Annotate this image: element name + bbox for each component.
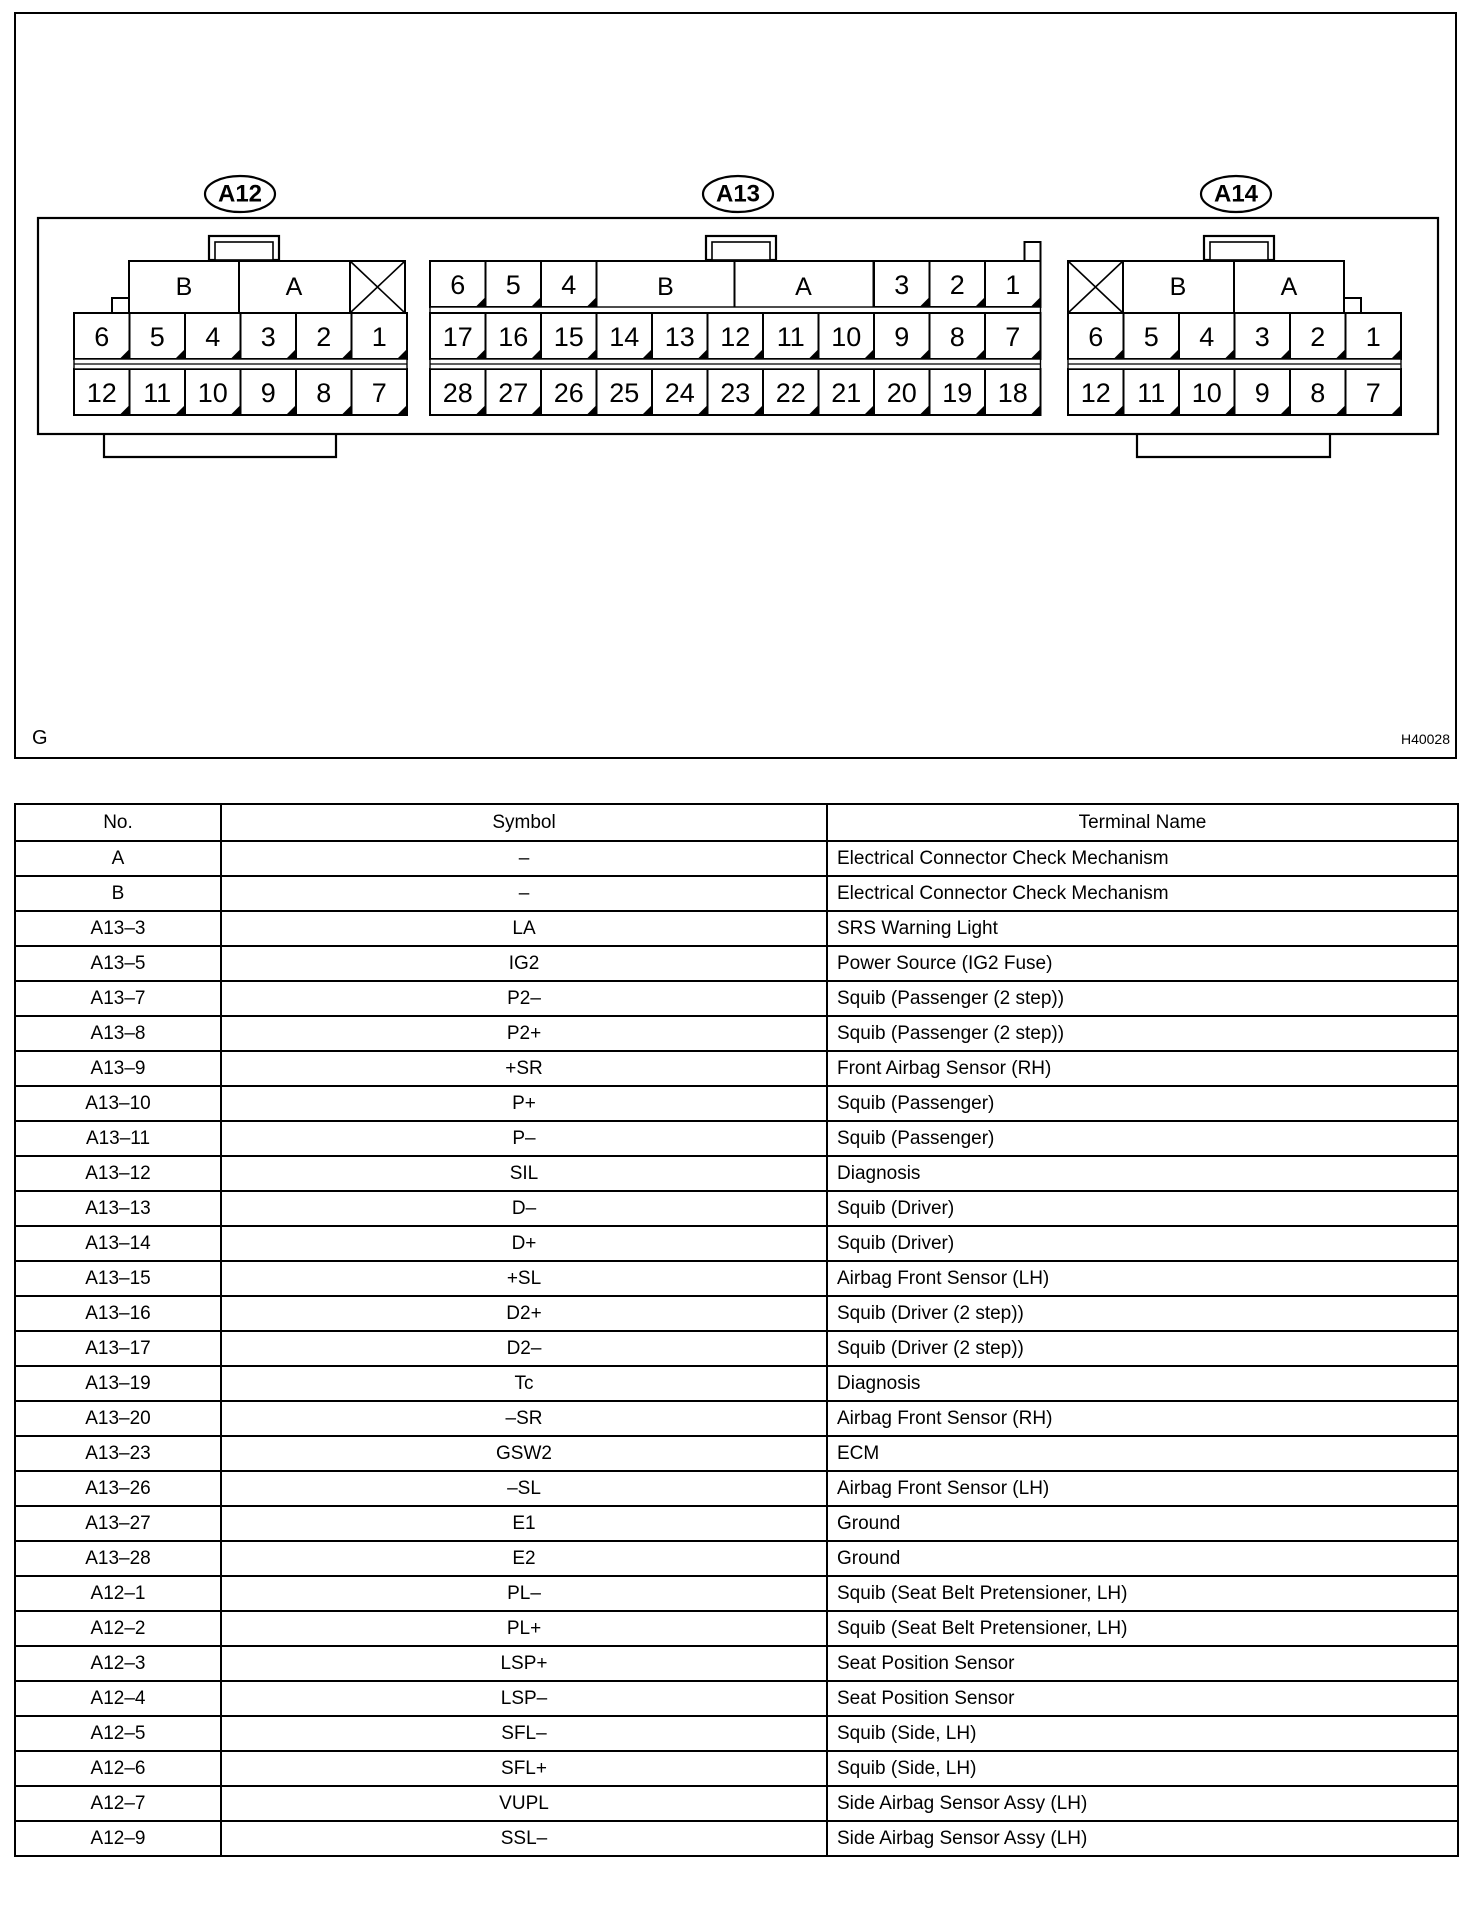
terminal-number: 12 xyxy=(1080,378,1111,408)
cell-symbol: VUPL xyxy=(221,1786,827,1821)
terminal-number: 13 xyxy=(664,322,695,352)
table-row xyxy=(15,1716,1458,1751)
terminal-number: 3 xyxy=(1254,322,1270,352)
connector-label xyxy=(205,176,275,212)
table-row xyxy=(15,1261,1458,1296)
check-mechanism-label: B xyxy=(175,273,193,301)
cell-symbol: +SR xyxy=(221,1051,827,1086)
cell-symbol: LSP– xyxy=(221,1681,827,1716)
terminal-number: 10 xyxy=(831,322,862,352)
cell-symbol: P2+ xyxy=(221,1016,827,1051)
cell-no: A13–5 xyxy=(15,946,221,981)
terminal-number: 5 xyxy=(149,322,165,352)
cell-symbol: D2– xyxy=(221,1331,827,1366)
cell-symbol: D– xyxy=(221,1191,827,1226)
table-row xyxy=(15,1156,1458,1191)
cell-terminal-name: Side Airbag Sensor Assy (LH) xyxy=(827,1821,1458,1856)
cell-symbol: E2 xyxy=(221,1541,827,1576)
terminal-number: 27 xyxy=(498,378,529,408)
connector-label xyxy=(703,176,773,212)
cell-no: A13–3 xyxy=(15,911,221,946)
connector-label-text: A14 xyxy=(1213,180,1259,208)
cell-symbol: SIL xyxy=(221,1156,827,1191)
figure-corner-letter: G xyxy=(32,727,48,749)
cell-no: A12–4 xyxy=(15,1681,221,1716)
cell-symbol: SFL– xyxy=(221,1716,827,1751)
table-row xyxy=(15,1331,1458,1366)
cell-no: A13–9 xyxy=(15,1051,221,1086)
figure-code: H40028 xyxy=(1400,731,1450,747)
table-row xyxy=(15,1191,1458,1226)
cell-terminal-name: Squib (Driver (2 step)) xyxy=(827,1331,1458,1366)
terminal-number: 6 xyxy=(1088,322,1104,352)
terminal-number: 16 xyxy=(498,322,529,352)
cell-symbol: PL+ xyxy=(221,1611,827,1646)
cell-no: A xyxy=(15,841,221,876)
table-row xyxy=(15,1821,1458,1856)
cell-terminal-name: Diagnosis xyxy=(827,1366,1458,1401)
terminal-number: 4 xyxy=(561,270,577,300)
housing-tab-right xyxy=(1137,434,1330,457)
check-mechanism-label: A xyxy=(1280,273,1298,301)
cell-terminal-name: Squib (Driver (2 step)) xyxy=(827,1296,1458,1331)
cell-terminal-name: Airbag Front Sensor (LH) xyxy=(827,1471,1458,1506)
cell-no: A13–17 xyxy=(15,1331,221,1366)
locking-latch-inner xyxy=(215,242,273,260)
cell-no: A12–1 xyxy=(15,1576,221,1611)
cell-symbol: P+ xyxy=(221,1086,827,1121)
terminal-number: 9 xyxy=(260,378,276,408)
terminal-number: 3 xyxy=(894,270,910,300)
cell-terminal-name: Side Airbag Sensor Assy (LH) xyxy=(827,1786,1458,1821)
connector-label xyxy=(1201,176,1271,212)
terminal-number: 10 xyxy=(197,378,228,408)
table-row xyxy=(15,1086,1458,1121)
terminal-number: 8 xyxy=(316,378,332,408)
terminal-number: 7 xyxy=(1005,322,1021,352)
terminal-number: 24 xyxy=(664,378,695,408)
table-row xyxy=(15,1646,1458,1681)
cell-symbol: GSW2 xyxy=(221,1436,827,1471)
table-row xyxy=(15,1121,1458,1156)
cell-no: A13–11 xyxy=(15,1121,221,1156)
cell-no: A12–9 xyxy=(15,1821,221,1856)
connector-diagram xyxy=(14,12,1457,759)
cell-terminal-name: SRS Warning Light xyxy=(827,911,1458,946)
terminal-number: 8 xyxy=(949,322,965,352)
cell-symbol: – xyxy=(221,876,827,911)
table-row xyxy=(15,1226,1458,1261)
cell-symbol: –SL xyxy=(221,1471,827,1506)
cell-terminal-name: Ground xyxy=(827,1506,1458,1541)
cell-symbol: –SR xyxy=(221,1401,827,1436)
cell-terminal-name: Squib (Passenger (2 step)) xyxy=(827,1016,1458,1051)
terminal-number: 11 xyxy=(776,322,805,352)
terminal-number: 6 xyxy=(94,322,110,352)
table-row xyxy=(15,1541,1458,1576)
terminal-number: 12 xyxy=(720,322,751,352)
terminal-number: 14 xyxy=(609,322,640,352)
terminal-number: 7 xyxy=(371,378,387,408)
terminal-number: 25 xyxy=(609,378,640,408)
table-row xyxy=(15,841,1458,876)
cell-symbol: E1 xyxy=(221,1506,827,1541)
cell-no: A13–7 xyxy=(15,981,221,1016)
cell-terminal-name: Squib (Side, LH) xyxy=(827,1716,1458,1751)
cell-terminal-name: Front Airbag Sensor (RH) xyxy=(827,1051,1458,1086)
table-row xyxy=(15,1016,1458,1051)
cell-no: A13–14 xyxy=(15,1226,221,1261)
terminal-number: 8 xyxy=(1310,378,1326,408)
cell-no: A13–23 xyxy=(15,1436,221,1471)
terminal-number: 2 xyxy=(949,270,965,300)
cell-symbol: Tc xyxy=(221,1366,827,1401)
cell-no: A13–26 xyxy=(15,1471,221,1506)
cell-no: B xyxy=(15,876,221,911)
cell-symbol: LSP+ xyxy=(221,1646,827,1681)
terminal-number: 20 xyxy=(886,378,917,408)
terminal-table xyxy=(14,803,1459,1857)
terminal-number: 18 xyxy=(997,378,1028,408)
cell-symbol: SSL– xyxy=(221,1821,827,1856)
cell-terminal-name: Squib (Side, LH) xyxy=(827,1751,1458,1786)
table-row xyxy=(15,946,1458,981)
cell-no: A13–10 xyxy=(15,1086,221,1121)
cell-no: A12–5 xyxy=(15,1716,221,1751)
connector-a13 xyxy=(430,242,1041,415)
table-row xyxy=(15,981,1458,1016)
header-no: No. xyxy=(15,804,221,841)
terminal-number: 3 xyxy=(260,322,276,352)
cell-terminal-name: Airbag Front Sensor (LH) xyxy=(827,1261,1458,1296)
cell-terminal-name: Power Source (IG2 Fuse) xyxy=(827,946,1458,981)
table-row xyxy=(15,1471,1458,1506)
table-row xyxy=(15,876,1458,911)
key-tab xyxy=(1344,298,1361,313)
terminal-number: 6 xyxy=(450,270,466,300)
connector-label-text: A12 xyxy=(217,180,263,208)
check-mechanism-label: B xyxy=(657,273,674,301)
terminal-number: 10 xyxy=(1191,378,1222,408)
cell-terminal-name: Electrical Connector Check Mechanism xyxy=(827,841,1458,876)
cell-terminal-name: ECM xyxy=(827,1436,1458,1471)
table-row xyxy=(15,1506,1458,1541)
terminal-number: 11 xyxy=(1137,378,1166,408)
table-row xyxy=(15,1051,1458,1086)
terminal-number: 1 xyxy=(371,322,387,352)
table-row xyxy=(15,1401,1458,1436)
cell-no: A13–15 xyxy=(15,1261,221,1296)
check-mechanism-label: A xyxy=(795,273,812,301)
terminal-number: 11 xyxy=(143,378,172,408)
cell-symbol: – xyxy=(221,841,827,876)
header-symbol: Symbol xyxy=(221,804,827,841)
terminal-number: 21 xyxy=(831,378,862,408)
terminal-number: 23 xyxy=(720,378,751,408)
terminal-number: 19 xyxy=(942,378,973,408)
cell-no: A13–27 xyxy=(15,1506,221,1541)
terminal-number: 1 xyxy=(1365,322,1381,352)
cell-symbol: P2– xyxy=(221,981,827,1016)
terminal-number: 5 xyxy=(1143,322,1159,352)
cell-symbol: IG2 xyxy=(221,946,827,981)
table-row xyxy=(15,1786,1458,1821)
terminal-number: 2 xyxy=(316,322,332,352)
table-header-row xyxy=(15,804,1458,841)
connector-diagram-svg xyxy=(16,14,1459,761)
cell-terminal-name: Squib (Passenger (2 step)) xyxy=(827,981,1458,1016)
cell-terminal-name: Squib (Seat Belt Pretensioner, LH) xyxy=(827,1576,1458,1611)
cell-symbol: P– xyxy=(221,1121,827,1156)
cell-symbol: SFL+ xyxy=(221,1751,827,1786)
terminal-number: 1 xyxy=(1005,270,1021,300)
terminal-number: 2 xyxy=(1310,322,1326,352)
terminal-number: 5 xyxy=(505,270,521,300)
table-row xyxy=(15,1576,1458,1611)
terminal-number: 7 xyxy=(1365,378,1381,408)
cell-symbol: D+ xyxy=(221,1226,827,1261)
table-row xyxy=(15,1751,1458,1786)
key-tab xyxy=(1025,242,1041,261)
connector-label-text: A13 xyxy=(715,180,761,208)
cell-symbol: D2+ xyxy=(221,1296,827,1331)
cell-no: A13–8 xyxy=(15,1016,221,1051)
cell-terminal-name: Squib (Driver) xyxy=(827,1226,1458,1261)
table-row xyxy=(15,1296,1458,1331)
cell-no: A12–2 xyxy=(15,1611,221,1646)
terminal-number: 28 xyxy=(442,378,473,408)
locking-latch-inner xyxy=(712,242,770,260)
cell-terminal-name: Electrical Connector Check Mechanism xyxy=(827,876,1458,911)
table-row xyxy=(15,911,1458,946)
terminal-number: 15 xyxy=(553,322,584,352)
cell-no: A13–19 xyxy=(15,1366,221,1401)
cell-terminal-name: Squib (Passenger) xyxy=(827,1086,1458,1121)
cell-terminal-name: Seat Position Sensor xyxy=(827,1646,1458,1681)
table-row xyxy=(15,1611,1458,1646)
cell-terminal-name: Squib (Seat Belt Pretensioner, LH) xyxy=(827,1611,1458,1646)
terminal-number: 4 xyxy=(1199,322,1215,352)
table-row xyxy=(15,1436,1458,1471)
terminal-number: 4 xyxy=(205,322,221,352)
cell-terminal-name: Squib (Passenger) xyxy=(827,1121,1458,1156)
locking-latch-inner xyxy=(1210,242,1268,260)
cell-terminal-name: Ground xyxy=(827,1541,1458,1576)
terminal-number: 12 xyxy=(86,378,117,408)
terminal-number: 9 xyxy=(894,322,910,352)
cell-no: A12–6 xyxy=(15,1751,221,1786)
cell-no: A13–13 xyxy=(15,1191,221,1226)
terminal-number: 17 xyxy=(442,322,473,352)
cell-no: A13–28 xyxy=(15,1541,221,1576)
table-row xyxy=(15,1681,1458,1716)
cell-no: A13–20 xyxy=(15,1401,221,1436)
check-mechanism-label: A xyxy=(285,273,303,301)
table-row xyxy=(15,1366,1458,1401)
housing-tab-left xyxy=(104,434,336,457)
cell-no: A13–12 xyxy=(15,1156,221,1191)
terminal-number: 22 xyxy=(775,378,806,408)
terminal-number: 9 xyxy=(1254,378,1270,408)
cell-no: A12–7 xyxy=(15,1786,221,1821)
cell-terminal-name: Seat Position Sensor xyxy=(827,1681,1458,1716)
terminal-number: 26 xyxy=(553,378,584,408)
check-mechanism-label: B xyxy=(1169,273,1187,301)
cell-terminal-name: Airbag Front Sensor (RH) xyxy=(827,1401,1458,1436)
cell-terminal-name: Diagnosis xyxy=(827,1156,1458,1191)
key-tab xyxy=(112,298,129,313)
cell-no: A13–16 xyxy=(15,1296,221,1331)
cell-terminal-name: Squib (Driver) xyxy=(827,1191,1458,1226)
header-terminal-name: Terminal Name xyxy=(827,804,1458,841)
cell-symbol: +SL xyxy=(221,1261,827,1296)
cell-symbol: LA xyxy=(221,911,827,946)
cell-symbol: PL– xyxy=(221,1576,827,1611)
cell-no: A12–3 xyxy=(15,1646,221,1681)
